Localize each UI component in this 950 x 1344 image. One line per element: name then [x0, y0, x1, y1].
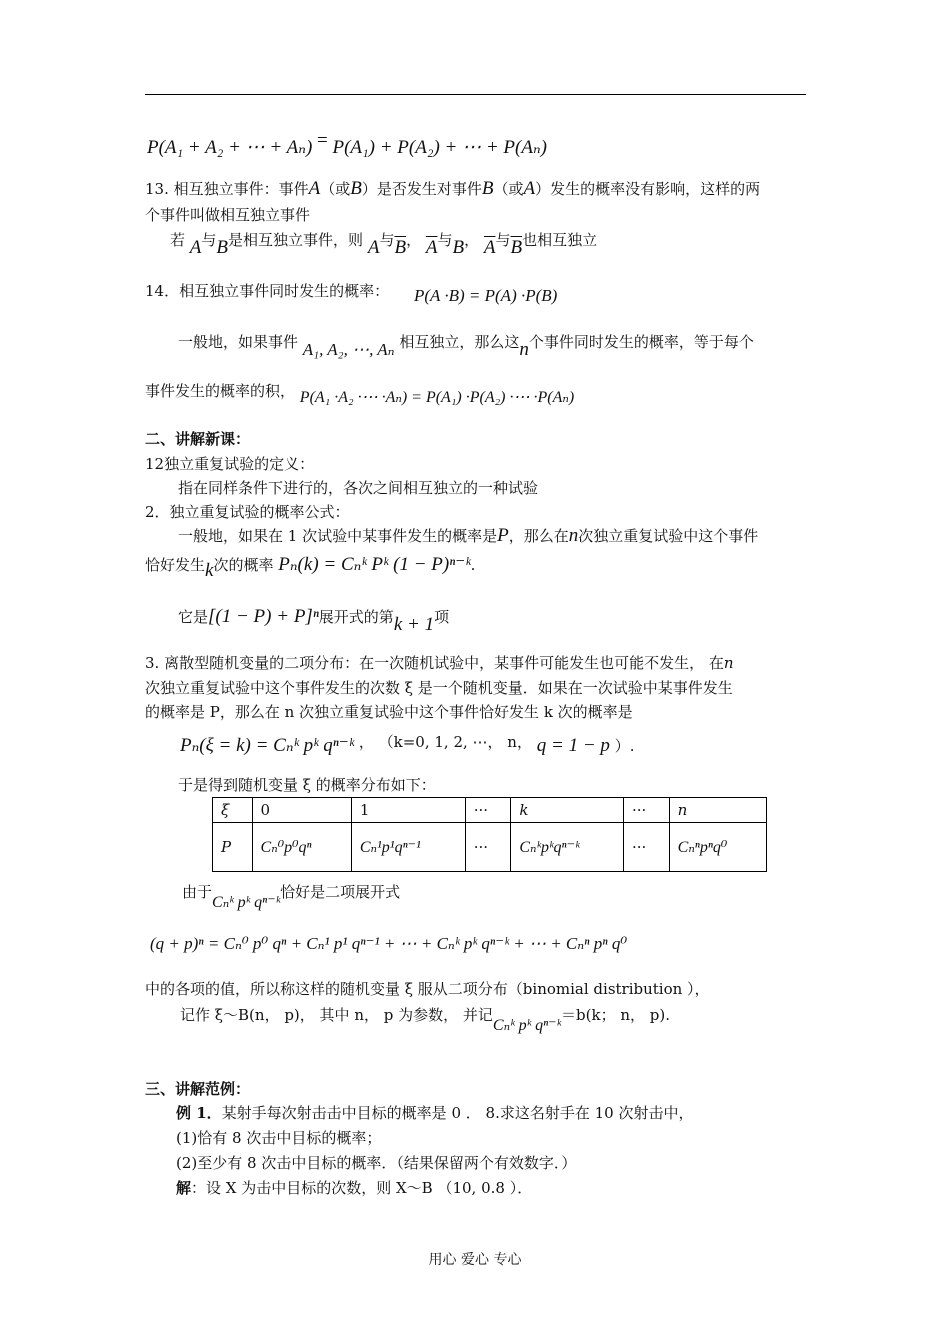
s14-product-line	[145, 380, 575, 406]
event-a-complement: $\overline{A}$	[425, 237, 438, 258]
binomial-expansion: (q + p)ⁿ = Cₙ⁰ p⁰ qⁿ + Cₙ¹ p¹ qⁿ⁻¹ + ⋯ + Cₙᵏ pᵏ qⁿ⁻ᵏ + ⋯ + Cₙⁿ pⁿ q⁰	[150, 934, 628, 953]
table-cell: ···	[623, 798, 669, 823]
event-b-complement: $\overline{B}$	[394, 237, 407, 258]
binomial-params: ， （k=0, 1, 2, ⋯， n，	[358, 733, 532, 751]
s13-text: ）是否发生对事件	[361, 180, 482, 198]
product-formula: P(A₁ ·A₂ ·⋯ ·Aₙ) = P(A₁) ·P(A₂) ·⋯ ·P(Aₙ)	[299, 389, 575, 406]
example-label: 例 1．	[176, 1104, 222, 1122]
addition-formula-lhs: P(A₁ + A₂ + ⋯ + Aₙ)	[147, 137, 313, 158]
s13-text: 若	[170, 231, 186, 249]
binomial-term: Cₙᵏ pᵏ qⁿ⁻ᵏ	[492, 1017, 562, 1034]
formula-line1	[178, 525, 758, 547]
table-row	[213, 823, 767, 872]
table-cell: ···	[465, 823, 511, 872]
event-b-complement: $\overline{B}$	[510, 237, 523, 258]
sec2-text: 恰好发生	[145, 556, 206, 574]
sec2-text: 恰好是二项展开式	[280, 883, 401, 901]
var-n: n	[723, 654, 734, 672]
s13-text: ，	[464, 231, 480, 249]
independence-formula: P(A ·B) = P(A) ·P(B)	[414, 286, 558, 305]
header-rule	[145, 94, 806, 95]
formula-line2	[145, 553, 476, 581]
solution-text: ：设 X 为击中目标的次数，则 X～B （10, 0.8 ）．	[191, 1179, 533, 1197]
example-text: 某射手每次射击击中目标的概率是 0 ． 8.求这名射手在 10 次射击中，	[221, 1104, 694, 1122]
distribution-table	[212, 797, 767, 872]
table-cell: 1	[351, 798, 465, 823]
sec2-text: 一般地，如果在 1 次试验中某事件发生的概率是	[178, 527, 498, 545]
var-p: P	[497, 525, 509, 546]
sec2-text: ＝b(k； n， p).	[561, 1006, 671, 1024]
binomial-intro-line3: 的概率是 P，那么在 n 次独立重复试验中这个事件恰好发生 k 次的概率是	[145, 703, 633, 721]
event-b: B	[452, 237, 465, 258]
var-k: k	[205, 560, 214, 581]
sec2-text: 它是	[178, 608, 209, 626]
question-2: (2)至少有 8 次击中目标的概率．（结果保留两个有效数字．）	[176, 1154, 577, 1172]
section-3-heading: 三、讲解范例：	[145, 1080, 251, 1098]
binomial-formula: Pₙ(ξ = k) = Cₙᵏ pᵏ qⁿ⁻ᵏ	[180, 735, 355, 756]
section-2-heading: 二、讲解新课：	[145, 430, 251, 448]
s14-general-line	[178, 331, 754, 360]
binomial-distribution-sentence: 中的各项的值，所以称这样的随机变量 ξ 服从二项分布（binomial distribution ），	[145, 980, 710, 998]
binomial-formula-line	[180, 734, 634, 757]
s13-line2: 个事件叫做相互独立事件	[145, 206, 311, 224]
s13-text: （或	[493, 180, 524, 198]
s13-line1	[145, 178, 760, 200]
sec2-text: ）.	[614, 737, 635, 755]
sec2-text: 记作 ξ～B(n， p)， 其中 n， p 为参数， 并记	[180, 1006, 493, 1024]
s14-text: 个事件同时发生的概率，等于每个	[528, 333, 754, 351]
event-a: A	[523, 178, 536, 199]
table-cell: Cₙᵏpᵏqⁿ⁻ᵏ	[511, 823, 624, 872]
event-a-complement: $\overline{A}$	[483, 237, 496, 258]
sec2-text: 由于	[182, 883, 213, 901]
table-cell: ···	[465, 798, 511, 823]
page-footer: 用心 爱心 专心	[428, 1252, 522, 1268]
sec2-text: 次独立重复试验中这个事件	[578, 527, 759, 545]
distribution-intro: 于是得到随机变量 ξ 的概率分布如下：	[178, 776, 436, 794]
s13-text: 13. 相互独立事件：事件	[145, 180, 309, 198]
table-cell: P	[213, 823, 253, 872]
since-line	[182, 881, 401, 911]
term-index: k + 1	[393, 614, 435, 635]
sec2-text: 3. 离散型随机变量的二项分布：在一次随机试验中，某事件可能发生也可能不发生， 在	[145, 654, 724, 672]
table-cell: Cₙ¹p¹qⁿ⁻¹	[351, 823, 465, 872]
def-body: 指在同样条件下进行的，各次之间相互独立的一种试验	[178, 479, 539, 497]
table-row	[213, 798, 767, 823]
solution-label: 解	[176, 1179, 192, 1197]
table-cell: Cₙ⁰p⁰qⁿ	[252, 823, 351, 872]
s13-text: 与	[201, 231, 217, 249]
def-title: 12独立重复试验的定义：	[145, 455, 315, 473]
s13-text: ，	[406, 231, 422, 249]
table-cell: k	[511, 798, 624, 823]
s13-text: 与	[437, 231, 453, 249]
binomial-intro-line1	[145, 652, 734, 673]
var-n: n	[568, 525, 579, 546]
event-list: A₁, A₂, ⋯, Aₙ	[302, 340, 395, 359]
sec2-text: 次的概率	[213, 556, 274, 574]
s13-text: （或	[320, 180, 351, 198]
addition-formula	[147, 130, 547, 159]
example-1	[176, 1102, 693, 1123]
expansion-line	[178, 606, 450, 635]
event-a: A	[189, 237, 202, 258]
s14-text: 一般地，如果事件	[178, 333, 299, 351]
event-a: A	[308, 178, 321, 199]
event-b: B	[216, 237, 229, 258]
formula-title: 2．独立重复试验的概率公式：	[145, 503, 350, 521]
equals-sign: =	[317, 130, 328, 151]
s13-text: ）发生的概率没有影响，这样的两	[535, 180, 761, 198]
table-cell: Cₙⁿpⁿq⁰	[669, 823, 766, 872]
period: .	[470, 556, 476, 574]
event-b: B	[481, 178, 494, 199]
q-definition: q = 1 − p	[536, 735, 610, 756]
table-cell: ξ	[213, 798, 253, 823]
addition-formula-rhs: P(A₁) + P(A₂) + ⋯ + P(Aₙ)	[332, 137, 547, 158]
question-1: (1)恰有 8 次击中目标的概率；	[176, 1129, 382, 1147]
sec2-text: ，那么在	[508, 527, 569, 545]
s13-text: 与	[379, 231, 395, 249]
s13-text: 是相互独立事件，则	[228, 231, 364, 249]
s14-label: 14．相互独立事件同时发生的概率：	[145, 282, 390, 300]
s13-text: 也相互独立	[522, 231, 598, 249]
s13-line3	[170, 229, 598, 258]
binomial-intro-line2: 次独立重复试验中这个事件发生的次数 ξ 是一个随机变量．如果在一次试验中某事件发生	[145, 679, 733, 697]
var-n: n	[519, 339, 529, 360]
binomial-term: Cₙᵏ pᵏ qⁿ⁻ᵏ	[212, 894, 281, 911]
s14-text: 事件发生的概率的积，	[145, 382, 296, 400]
table-cell: n	[669, 798, 766, 823]
event-a: A	[367, 237, 380, 258]
binomial-bracket: [(1 − P) + P]ⁿ	[208, 606, 319, 627]
table-cell: ···	[623, 823, 669, 872]
sec2-text: 项	[434, 608, 450, 626]
event-b: B	[350, 178, 362, 199]
sec2-text: 展开式的第	[318, 608, 394, 626]
s13-text: 与	[495, 231, 511, 249]
repeated-trial-formula: Pₙ(k) = Cₙᵏ Pᵏ (1 − P)ⁿ⁻ᵏ	[278, 554, 471, 575]
solution-line	[176, 1177, 532, 1198]
s14-text: 相互独立，那么这	[399, 333, 520, 351]
notation-line	[180, 1004, 671, 1034]
table-cell: 0	[252, 798, 351, 823]
